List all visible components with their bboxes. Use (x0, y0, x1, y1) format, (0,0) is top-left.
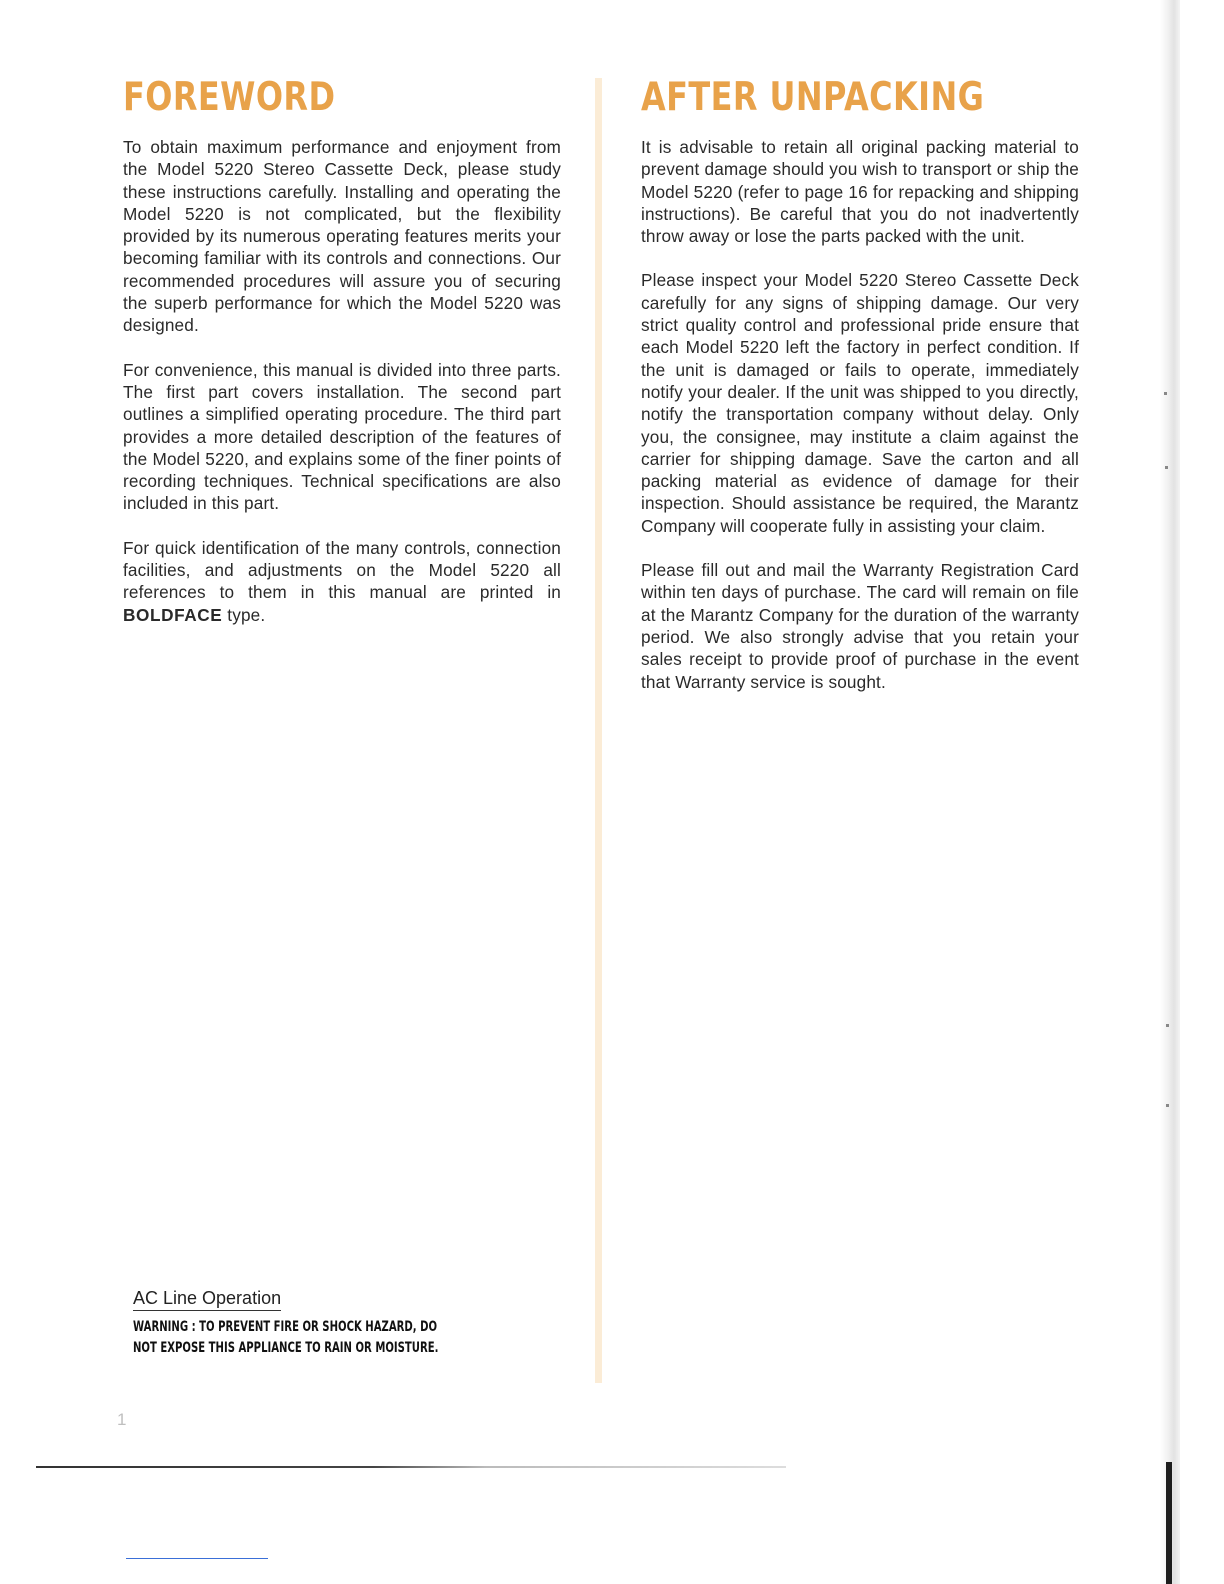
bottom-rule (36, 1466, 786, 1468)
after-unpacking-paragraph-1: It is advisable to retain all original packing material to prevent damage should you wish to transport or ship the Model 5220 (refer to page 16 for repacking and shipping instructions). Be careful that you do not inadvertently throw away or lose the parts packed with the unit. (641, 137, 1079, 247)
edge-mark (1166, 1104, 1169, 1107)
page-edge-shadow (1160, 0, 1180, 1584)
ac-line-operation-block (133, 1288, 453, 1359)
foreword-paragraph-1: To obtain maximum performance and enjoyment from the Model 5220 Stereo Cassette Deck, please study these instructions carefully. Installing and operating the Model 5220 is not complicated, but the flexibility provided by its numerous operating features merits your becoming familiar with its controls and connections. Our recommended procedures will assure you of securing the superb performance for which the Model 5220 was designed. (123, 137, 561, 336)
ac-line-title: AC Line Operation (133, 1288, 281, 1311)
warning-line-1: WARNING : TO PREVENT FIRE OR SHOCK HAZARD, DO (133, 1319, 438, 1335)
column-divider (595, 78, 602, 1383)
edge-mark (1165, 466, 1168, 469)
page-number: 1 (117, 1410, 127, 1429)
foreword-section (123, 70, 561, 648)
after-unpacking-paragraph-2: Please inspect your Model 5220 Stereo Cassette Deck carefully for any signs of shipping damage. Our very strict quality control and professional pride ensure that each Model 5220 left the factory in perfect condition. If the unit is damaged or fails to operate, immediately notify your dealer. If the unit was shipped to you directly, notify the transportation company without delay. Only you, the consignee, may institute a claim against the carrier for shipping damage. Save the carton and all packing material as evidence of damage for their inspection. Should assistance be required, the Marantz Company will cooperate fully in assisting your claim. (641, 270, 1079, 536)
after-unpacking-heading: AFTER UNPACKING (641, 75, 985, 120)
bottom-underline (126, 1558, 268, 1559)
edge-mark (1166, 1024, 1169, 1027)
page-edge-binding (1166, 1462, 1172, 1584)
warning-line-2: NOT EXPOSE THIS APPLIANCE TO RAIN OR MOISTURE. (133, 1340, 439, 1356)
after-unpacking-section (641, 70, 1079, 715)
after-unpacking-paragraph-3: Please fill out and mail the Warranty Registration Card within ten days of purchase. The card will remain on file at the Marantz Company for the duration of the warranty period. We also strongly advise that you retain your sales receipt to provide proof of purchase in the event that Warranty service is sought. (641, 560, 1079, 692)
boldface-term: BOLDFACE (123, 604, 223, 625)
edge-mark (1164, 392, 1167, 395)
foreword-heading: FOREWORD (123, 75, 336, 120)
foreword-paragraph-2: For convenience, this manual is divided into three parts. The first part covers installation. The second part outlines a simplified operating procedure. The third part provides a more detailed description of the features of the Model 5220, and explains some of the finer points of recording techniques. Technical specifications are also included in this part. (123, 359, 561, 514)
foreword-paragraph-3-start: For quick identification of the many controls, connection facilities, and adjustments on the Model 5220 all references to them in this manual are printed in (123, 537, 561, 603)
foreword-paragraph-3 (123, 537, 561, 626)
ac-line-warning (133, 1317, 439, 1359)
foreword-paragraph-3-end: type. (222, 604, 266, 625)
